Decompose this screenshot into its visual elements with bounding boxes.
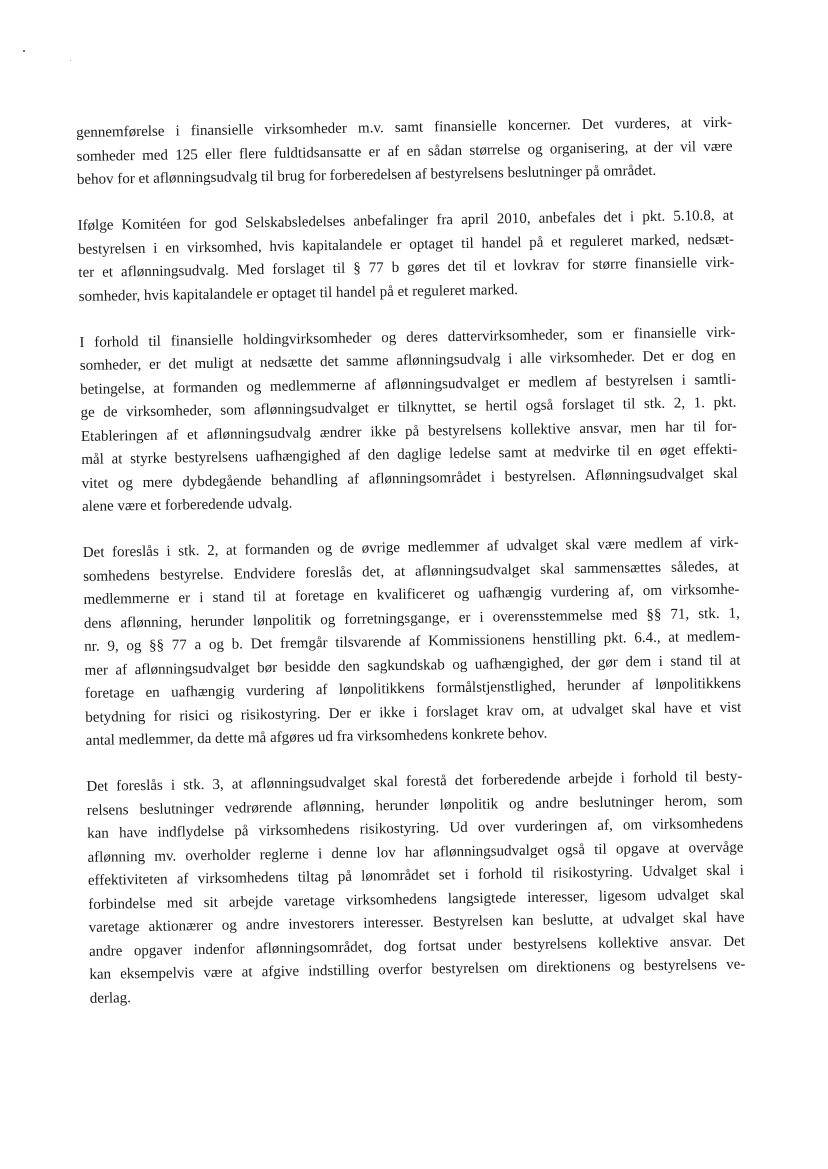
paragraph-5 bbox=[86, 766, 746, 1011]
text-line: betydning for risici og risikostyring. Der er ikke i forslaget krav om, at udvalget skal have et vist bbox=[85, 699, 742, 726]
text-line: alene være et forberedende udvalg. bbox=[81, 495, 293, 515]
text-line: mer af aflønningsudvalget bør besidde den sagkundskab og uafhængighed, der gør dem i stand til at bbox=[84, 652, 741, 679]
text-line: nr. 9, og §§ 77 a og b. Det fremgår tilsvarende af Kommissionens henstilling pkt. 6.4., at medlem- bbox=[84, 628, 741, 655]
text-line: Ifølge Komitéen for god Selskabsledelses anbefalinger fra april 2010, anbefales det i pkt. 5.10.8, at bbox=[77, 207, 734, 234]
text-line: Det foreslås i stk. 2, at formanden og de øvrige medlemmer af udvalget skal være medlem af virk- bbox=[82, 534, 739, 561]
text-line: I forhold til finansielle holdingvirksomheder og deres dattervirksomheder, som er finansielle virk- bbox=[79, 324, 736, 351]
text-line: andre opgaver indenfor aflønningsområdet, dog fortsat under bestyrelsens kollektive ansvar. Det bbox=[88, 933, 746, 960]
text-line: somheder med 125 eller flere fuldtidsansatte er af en sådan størrelse og organisering, at der vil være bbox=[76, 138, 733, 165]
paragraph-1 bbox=[76, 112, 733, 193]
text-line: effektiviteten af virksomhedens tiltag på lønområdet set i forhold til risikostyring. Udvalget skal i bbox=[87, 862, 744, 889]
text-line: dens aflønning, herunder lønpolitik og forretningsgange, er i overensstemmelse med §§ 71, stk. 1, bbox=[83, 605, 740, 632]
text-line: somheder, er det muligt at nedsætte det samme aflønningsudvalg i alle virksomheder. Det er dog en bbox=[79, 347, 736, 374]
text-line: varetage aktionærer og andre investorers interesser. Bestyrelsen kan beslutte, at udvalget skal have bbox=[88, 909, 745, 936]
body-text bbox=[76, 112, 746, 1034]
text-line: betingelse, at formanden og medlemmerne af aflønningsudvalget er medlem af bestyrelsen i samtli- bbox=[80, 371, 737, 398]
paragraph-4 bbox=[83, 532, 742, 754]
text-line: kan have indflydelse på virksomhedens risikostyring. Ud over vurderingen af, om virksomhedens bbox=[87, 815, 744, 842]
text-line: Etableringen af et aflønningsudvalg ændrer ikke på bestyrelsens kollektive ansvar, men har til for- bbox=[80, 418, 737, 445]
scan-speck bbox=[23, 50, 25, 52]
paragraph-2 bbox=[77, 205, 734, 309]
text-line: behov for et aflønningsudvalg til brug for forberedelsen af bestyrelsens beslutninger på området. bbox=[76, 162, 657, 188]
text-line: antal medlemmer, da dette må afgøres ud fra virksomhedens konkrete behov. bbox=[85, 725, 548, 749]
paragraph-3 bbox=[79, 321, 738, 519]
text-line: gennemførelse i finansielle virksomheder m.v. samt finansielle koncerner. Det vurderes, at virk- bbox=[76, 114, 733, 141]
text-line: mål at styrke bestyrelsens uafhængighed af den daglige ledelse samt at medvirke til en øget effekti- bbox=[81, 441, 738, 468]
text-line: aflønning mv. overholder reglerne i denne lov har aflønningsudvalget også til opgave at overvåge bbox=[87, 839, 744, 866]
scan-speck bbox=[70, 60, 71, 61]
text-line: ge de virksomheder, som aflønningsudvalget er tilknyttet, se hertil også forslaget til stk. 2, 1. pkt. bbox=[80, 394, 737, 421]
text-line: somhedens bestyrelse. Endvidere foreslås det, at aflønningsudvalget skal sammensættes således, at bbox=[83, 558, 740, 585]
text-line: kan eksempelvis være at afgive indstilling overfor bestyrelsen om direktionens og bestyrelsens ve- bbox=[89, 956, 746, 983]
text-line: derlag. bbox=[89, 989, 132, 1007]
text-line: vitet og mere dybdegående behandling af aflønningsområdet i bestyrelsen. Aflønningsudvalget skal bbox=[81, 465, 738, 492]
text-line: bestyrelsen i en virksomhed, hvis kapitalandele er optaget til handel på et reguleret marked, nedsæt- bbox=[77, 231, 735, 258]
text-line: somheder, hvis kapitalandele er optaget til handel på et reguleret marked. bbox=[78, 281, 519, 305]
text-line: medlemmerne er i stand til at foretage en kvalificeret og uafhængig vurdering af, om virksomhe- bbox=[83, 581, 740, 608]
text-line: Det foreslås i stk. 3, at aflønningsudvalget skal forestå det forberedende arbejde i forhold til besty- bbox=[86, 768, 743, 795]
text-line: foretage en uafhængig vurdering af lønpolitikkens formålstjenstlighed, herunder af lønpolitikkens bbox=[84, 675, 742, 702]
text-line: ter et aflønningsudvalg. Med forslaget til § 77 b gøres det til et lovkrav for større finansielle virk- bbox=[78, 254, 735, 281]
text-line: forbindelse med sit arbejde varetage virksomhedens langsigtede interesser, ligesom udvalget skal bbox=[88, 886, 745, 913]
text-line: relsens beslutninger vedrørende aflønning, herunder lønpolitik og andre beslutninger herom, som bbox=[86, 792, 743, 819]
